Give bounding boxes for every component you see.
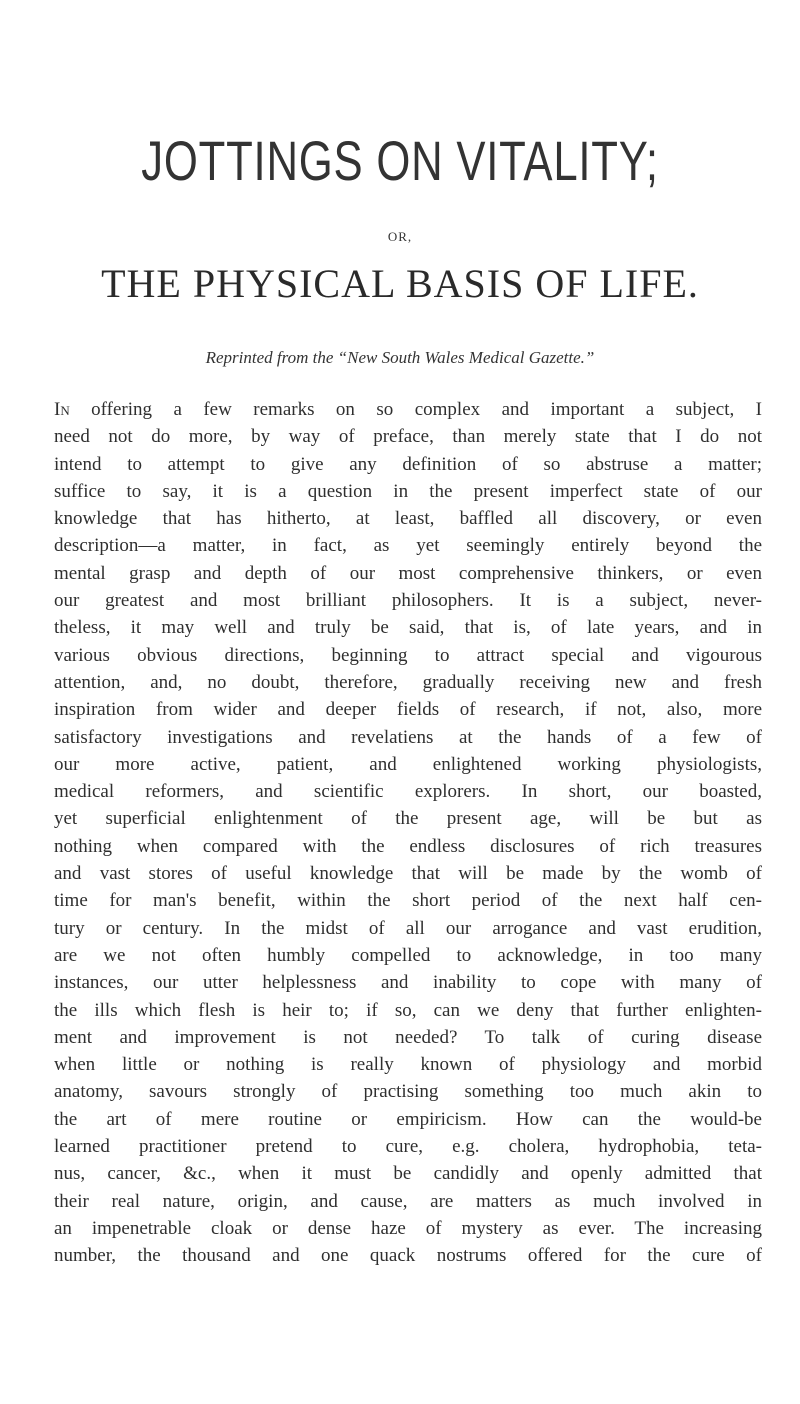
text-line	[54, 1215, 762, 1242]
text-line	[54, 1188, 762, 1215]
text-line-content: theless, it may well and truly be said, that is, of late years, and in	[54, 617, 762, 639]
text-line	[54, 696, 762, 723]
text-line-content: offering a few remarks on so complex and important a subject, I	[91, 399, 762, 420]
body-paragraph	[54, 396, 762, 1270]
text-line-content: knowledge that has hitherto, at least, baffled all discovery, or even	[54, 508, 762, 530]
text-line-content: need not do more, by way of preface, than merely state that I do not	[54, 426, 762, 448]
text-line-content: yet superficial enlightenment of the present age, will be but as	[54, 808, 762, 830]
text-line	[54, 532, 762, 559]
text-line	[54, 1133, 762, 1160]
text-line	[54, 478, 762, 505]
text-line	[54, 1106, 762, 1133]
text-line	[54, 1078, 762, 1105]
text-line-content: the ills which flesh is heir to; if so, can we deny that further enlighten-	[54, 999, 762, 1021]
reprint-source-note: Reprinted from the “New South Wales Medical Gazette.”	[205, 348, 595, 367]
text-line-content: our more active, patient, and enlightened working physiologists,	[54, 753, 762, 775]
text-line	[54, 642, 762, 669]
text-line-content: the art of mere routine or empiricism. How can the would-be	[54, 1108, 762, 1130]
text-line-content: are we not often humbly compelled to acknowledge, in too many	[54, 944, 762, 966]
text-line-content: and vast stores of useful knowledge that will be made by the womb of	[54, 863, 762, 885]
text-line	[54, 751, 762, 778]
text-line-content: mental grasp and depth of our most comprehensive thinkers, or even	[54, 562, 762, 584]
text-line	[54, 887, 762, 914]
text-line	[54, 724, 762, 751]
lead-word: In	[54, 399, 70, 420]
document-title: JOTTINGS ON VITALITY;	[141, 129, 659, 192]
text-line-content: ment and improvement is not needed? To talk of curing disease	[54, 1026, 762, 1048]
text-line	[54, 915, 762, 942]
text-line	[54, 587, 762, 614]
text-line-content: when little or nothing is really known of physiology and morbid	[54, 1054, 762, 1076]
text-line-content: various obvious directions, beginning to attract special and vigourous	[54, 644, 762, 666]
text-line-content: medical reformers, and scientific explorers. In short, our boasted,	[54, 781, 762, 803]
text-line	[54, 1051, 762, 1078]
text-line-content: our greatest and most brilliant philosophers. It is a subject, never-	[54, 590, 762, 612]
text-line	[54, 997, 762, 1024]
text-line	[54, 860, 762, 887]
text-line-content: their real nature, origin, and cause, are matters as much involved in	[54, 1190, 762, 1212]
text-line	[54, 451, 762, 478]
text-line-content: satisfactory investigations and revelatiens at the hands of a few of	[54, 726, 762, 748]
text-line-content: instances, our utter helplessness and inability to cope with many of	[54, 972, 762, 994]
text-line	[54, 805, 762, 832]
text-line	[54, 778, 762, 805]
text-line	[54, 833, 762, 860]
text-line	[54, 423, 762, 450]
text-line	[54, 614, 762, 641]
document-subtitle: THE PHYSICAL BASIS OF LIFE.	[101, 261, 699, 306]
text-line	[54, 1160, 762, 1187]
text-line-content: an impenetrable cloak or dense haze of mystery as ever. The increasing	[54, 1217, 762, 1239]
text-line-content: learned practitioner pretend to cure, e.g. cholera, hydrophobia, teta-	[54, 1136, 762, 1158]
text-line-content: description—a matter, in fact, as yet seemingly entirely beyond the	[54, 535, 762, 557]
text-line	[54, 669, 762, 696]
text-line-content: inspiration from wider and deeper fields of research, if not, also, more	[54, 699, 762, 721]
text-line-content: intend to attempt to give any definition of so abstruse a matter;	[54, 453, 762, 475]
text-line	[54, 396, 762, 423]
text-line-content: attention, and, no doubt, therefore, gradually receiving new and fresh	[54, 671, 762, 693]
title-connector: OR,	[387, 229, 413, 244]
text-line	[54, 505, 762, 532]
text-line-content: nothing when compared with the endless disclosures of rich treasures	[54, 835, 762, 857]
text-line-content: tury or century. In the midst of all our arrogance and vast erudition,	[54, 917, 762, 939]
text-line-content: number, the thousand and one quack nostrums offered for the cure of	[54, 1245, 762, 1267]
text-line-content: nus, cancer, &c., when it must be candidly and openly admitted that	[54, 1163, 762, 1185]
text-line	[54, 560, 762, 587]
text-line	[54, 1024, 762, 1051]
text-line-content: anatomy, savours strongly of practising something too much akin to	[54, 1081, 762, 1103]
text-line	[54, 969, 762, 996]
text-line	[54, 942, 762, 969]
text-line	[54, 1242, 762, 1269]
text-line-content: time for man's benefit, within the short period of the next half cen-	[54, 890, 762, 912]
text-line-content: suffice to say, it is a question in the present imperfect state of our	[54, 480, 762, 502]
